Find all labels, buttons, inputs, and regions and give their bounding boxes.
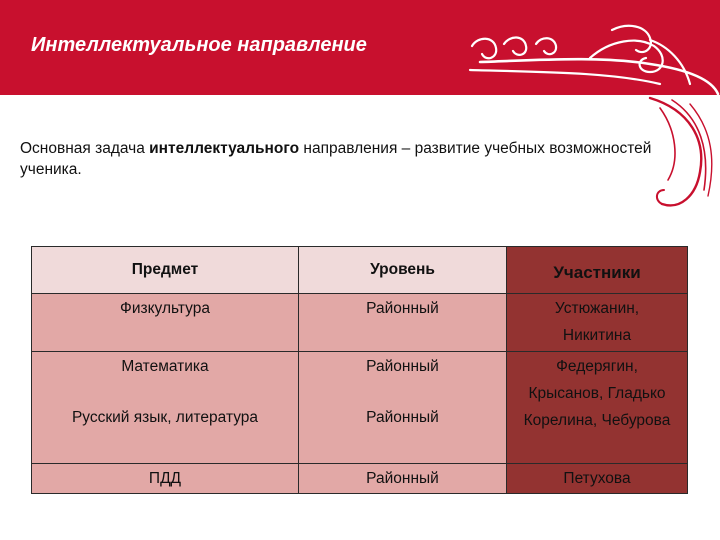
header-participants: Участники (507, 247, 688, 294)
header-subject: Предмет (32, 247, 299, 294)
intro-paragraph (20, 138, 660, 180)
table-row (32, 464, 688, 494)
row-level (299, 294, 507, 352)
cell-text: Никитина (562, 327, 632, 344)
title-banner (0, 0, 720, 95)
cell-text: Корелина, Чебурова (523, 412, 671, 429)
row-participants (507, 352, 688, 464)
cell-text: Крысанов, Гладько (528, 385, 666, 402)
row-level (299, 352, 507, 464)
row-subject (32, 294, 299, 352)
cell-text: Районный (366, 300, 439, 317)
cell-text: Физкультура (120, 300, 210, 317)
competitions-table (31, 246, 688, 494)
row-level (299, 464, 507, 494)
row-subject (32, 464, 299, 494)
cell-text: Устюжанин, (554, 300, 640, 317)
row-subject (32, 352, 299, 464)
cell-text: Районный (366, 358, 439, 375)
cell-text: Федерягин, (556, 358, 638, 375)
table-header-row (32, 247, 688, 294)
table-row (32, 352, 688, 464)
cell-text: ПДД (148, 470, 182, 487)
intro-rest: направления – развитие учебных возможностей ученика. (20, 140, 652, 178)
cell-text: Петухова (563, 470, 631, 487)
cell-text: Русский язык, литература (71, 409, 259, 426)
intro-bold: интеллектуального (149, 140, 300, 157)
header-level: Уровень (299, 247, 507, 294)
cell-text: Районный (366, 470, 439, 487)
row-participants (507, 464, 688, 494)
cell-text: Районный (366, 409, 439, 426)
intro-lead: Основная задача (20, 140, 150, 157)
cell-text: Математика (121, 358, 209, 375)
table-row (32, 294, 688, 352)
slide-title: Интеллектуальное направление (31, 34, 367, 56)
row-participants (507, 294, 688, 352)
